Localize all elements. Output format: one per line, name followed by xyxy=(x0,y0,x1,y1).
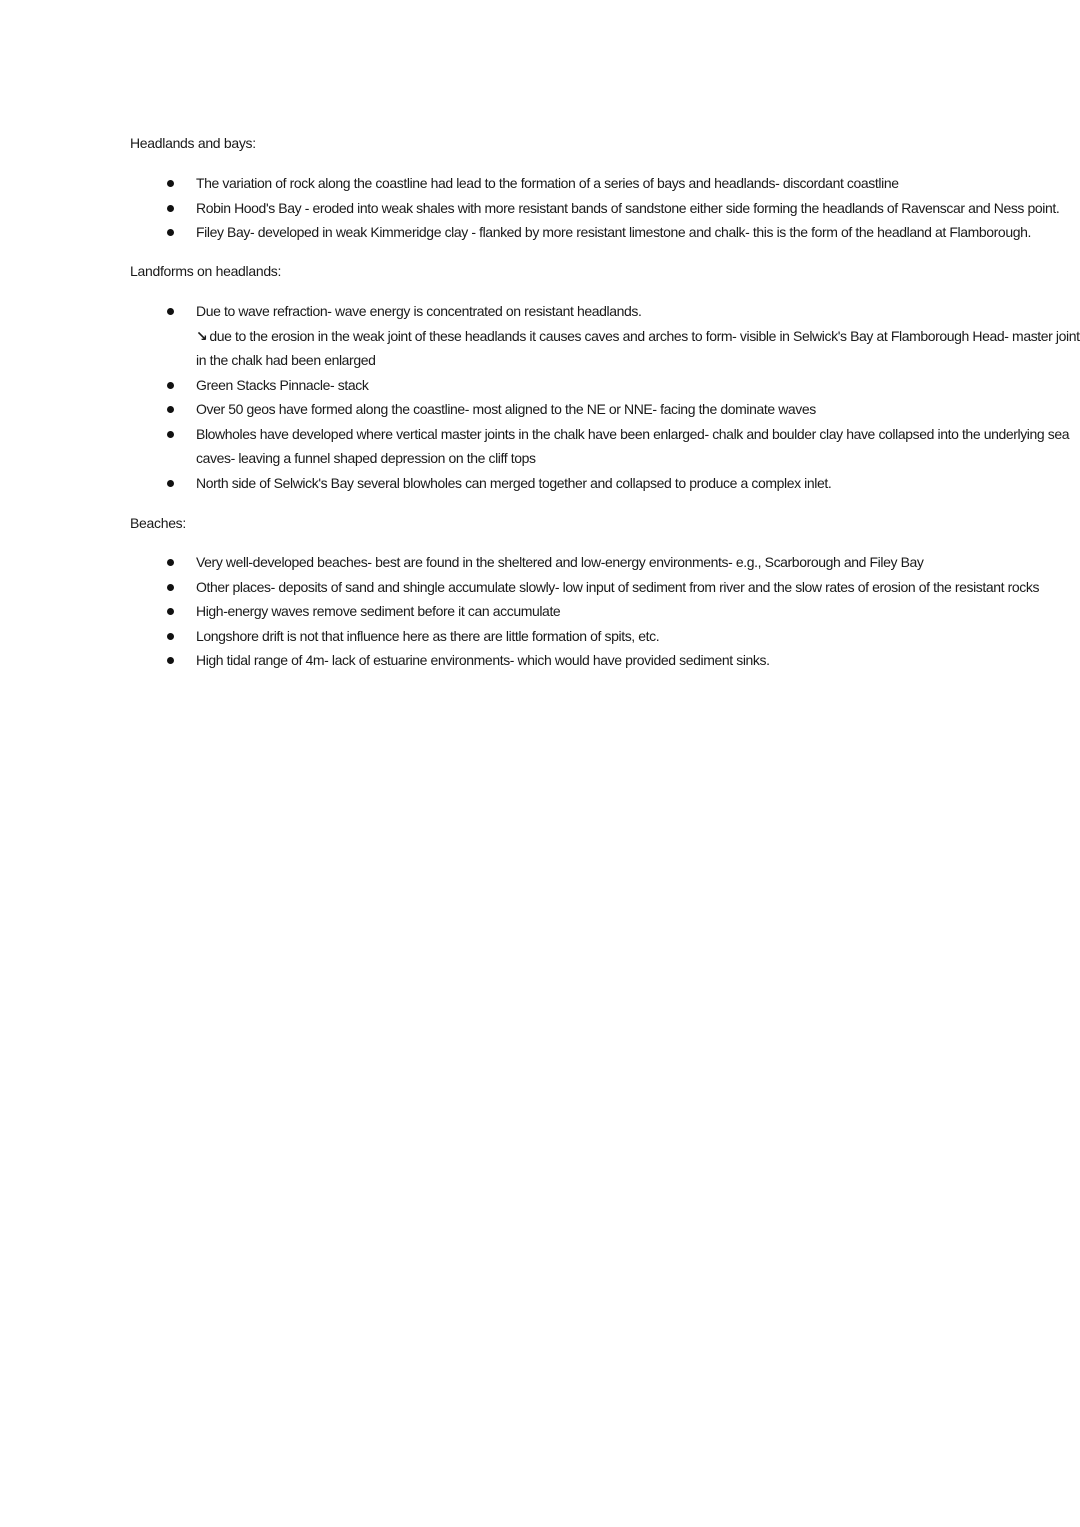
bullet-icon xyxy=(167,431,174,438)
bullet-icon xyxy=(167,180,174,187)
section-heading-beaches: Beaches: xyxy=(130,515,186,531)
bullet-icon xyxy=(167,229,174,236)
list-item: The variation of rock along the coastline had lead to the formation of a series of bays and headlands- discordant coastline xyxy=(130,171,960,196)
list-item: Over 50 geos have formed along the coastline- most aligned to the NE or NNE- facing the dominate waves xyxy=(130,397,960,422)
arrow-down-right-icon: ↘ xyxy=(196,327,208,344)
list-item: Filey Bay- developed in weak Kimmeridge clay - flanked by more resistant limestone and chalk- this is the form of the headland at Flamborough. xyxy=(130,220,960,245)
list-item: Longshore drift is not that influence here as there are little formation of spits, etc. xyxy=(130,624,960,649)
list-item: High tidal range of 4m- lack of estuarine environments- which would have provided sediment sinks. xyxy=(130,648,960,673)
bullet-icon xyxy=(167,633,174,640)
bullet-icon xyxy=(167,308,174,315)
list-item: Green Stacks Pinnacle- stack xyxy=(130,373,960,398)
bullet-icon xyxy=(167,382,174,389)
list-item: Blowholes have developed where vertical master joints in the chalk have been enlarged- chalk and boulder clay have collapsed into the underlying sea caves- leaving a funnel shaped depression on the cliff tops xyxy=(130,422,960,471)
list-item: Robin Hood's Bay - eroded into weak shales with more resistant bands of sandstone either side forming the headlands of Ravenscar and Ness point. xyxy=(130,196,960,221)
list-headlands-and-bays xyxy=(130,171,1060,245)
section-heading-landforms-on-headlands: Landforms on headlands: xyxy=(130,263,282,279)
list-beaches xyxy=(130,550,1040,673)
bullet-icon xyxy=(167,406,174,413)
bullet-icon xyxy=(167,584,174,591)
section-heading-headlands-and-bays: Headlands and bays: xyxy=(130,135,256,151)
list-item: High-energy waves remove sediment before it can accumulate xyxy=(130,599,960,624)
bullet-icon xyxy=(167,205,174,212)
list-item: Very well-developed beaches- best are found in the sheltered and low-energy environments- e.g., Scarborough and Filey Bay xyxy=(130,550,960,575)
list-item: Due to wave refraction- wave energy is concentrated on resistant headlands. ↘ due to the erosion in the weak joint of these headlands it causes caves and arches to form- visible in Selwick's Bay at Flamborough Head- master joint in the chalk had been enlarged xyxy=(130,299,960,373)
bullet-icon xyxy=(167,608,174,615)
list-item: North side of Selwick's Bay several blowholes can merged together and collapsed to produce a complex inlet. xyxy=(130,471,960,496)
subnote: ↘ due to the erosion in the weak joint of these headlands it causes caves and arches to form- visible in Selwick's Bay at Flamborough Head- master joint xyxy=(196,324,960,349)
list-item: Other places- deposits of sand and shingle accumulate slowly- low input of sediment from river and the slow rates of erosion of the resistant rocks xyxy=(130,575,960,600)
bullet-icon xyxy=(167,657,174,664)
bullet-icon xyxy=(167,480,174,487)
bullet-icon xyxy=(167,559,174,566)
list-landforms-on-headlands xyxy=(130,299,1080,495)
